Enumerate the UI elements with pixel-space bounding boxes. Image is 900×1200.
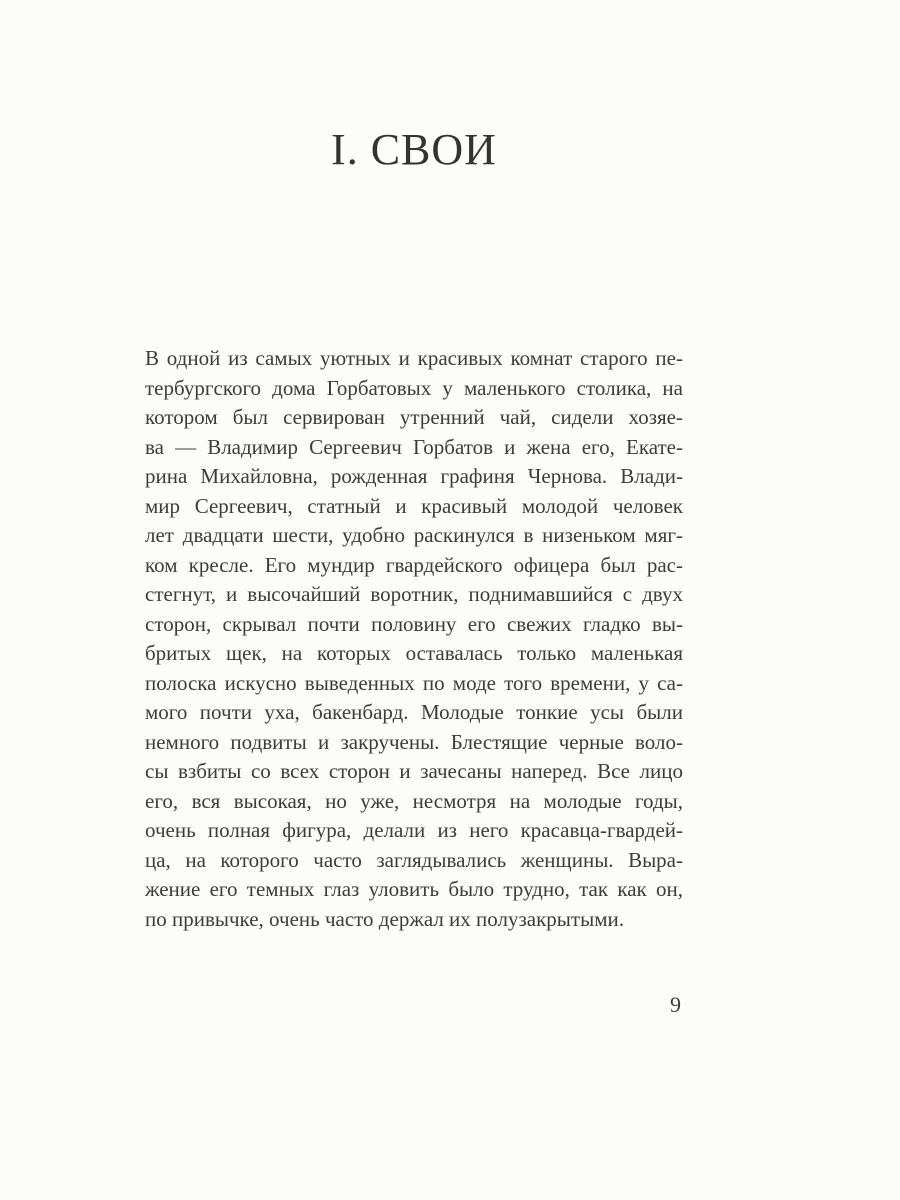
text-line: ва — Владимир Сергеевич Горбатов и жена его, Екате- bbox=[145, 434, 683, 459]
text-line: жение его темных глаз уловить было трудно, так как он, bbox=[145, 877, 683, 901]
text-line: сы взбиты со всех сторон и зачесаны наперед. Все лицо bbox=[145, 759, 683, 783]
text-line: мир Сергеевич, статный и красивый молодой человек bbox=[145, 493, 683, 518]
text-line: бритых щек, на которых оставалась только маленькая bbox=[145, 641, 683, 665]
text-line: лет двадцати шести, удобно раскинулся в низеньком мяг- bbox=[145, 523, 683, 547]
text-line: его, вся высокая, но уже, несмотря на молодые годы, bbox=[145, 788, 683, 813]
text-line: стегнут, и высочайший воротник, поднимавшийся с двух bbox=[145, 582, 683, 606]
text-line: котором был сервирован утренний чай, сидели хозяе- bbox=[145, 405, 683, 429]
text-line: очень полная фигура, делали из него красавца-гвардей- bbox=[145, 818, 683, 842]
text-line: мого почти уха, бакенбард. Молодые тонкие усы были bbox=[145, 700, 683, 724]
chapter-title: I. СВОИ bbox=[331, 125, 497, 174]
text-column bbox=[145, 0, 683, 1018]
text-line: рина Михайловна, рожденная графиня Чернова. Влади- bbox=[145, 464, 683, 488]
page-number: 9 bbox=[670, 992, 681, 1017]
text-line: ца, на которого часто заглядывались женщины. Выра- bbox=[145, 847, 683, 872]
text-line: сторон, скрывал почти половину его свежих гладко вы- bbox=[145, 611, 683, 636]
text-line: тербургского дома Горбатовых у маленького столика, на bbox=[145, 375, 683, 400]
text-line: по привычке, очень часто держал их полузакрытыми. bbox=[145, 906, 624, 931]
text-line: полоска искусно выведенных по моде того времени, у са- bbox=[145, 670, 683, 695]
text-line: В одной из самых уютных и красивых комнат старого пе- bbox=[145, 346, 683, 370]
text-line: ком кресле. Его мундир гвардейского офицера был рас- bbox=[145, 552, 683, 577]
paragraph bbox=[145, 344, 683, 934]
text-line: немного подвиты и закручены. Блестящие черные воло- bbox=[145, 729, 683, 754]
